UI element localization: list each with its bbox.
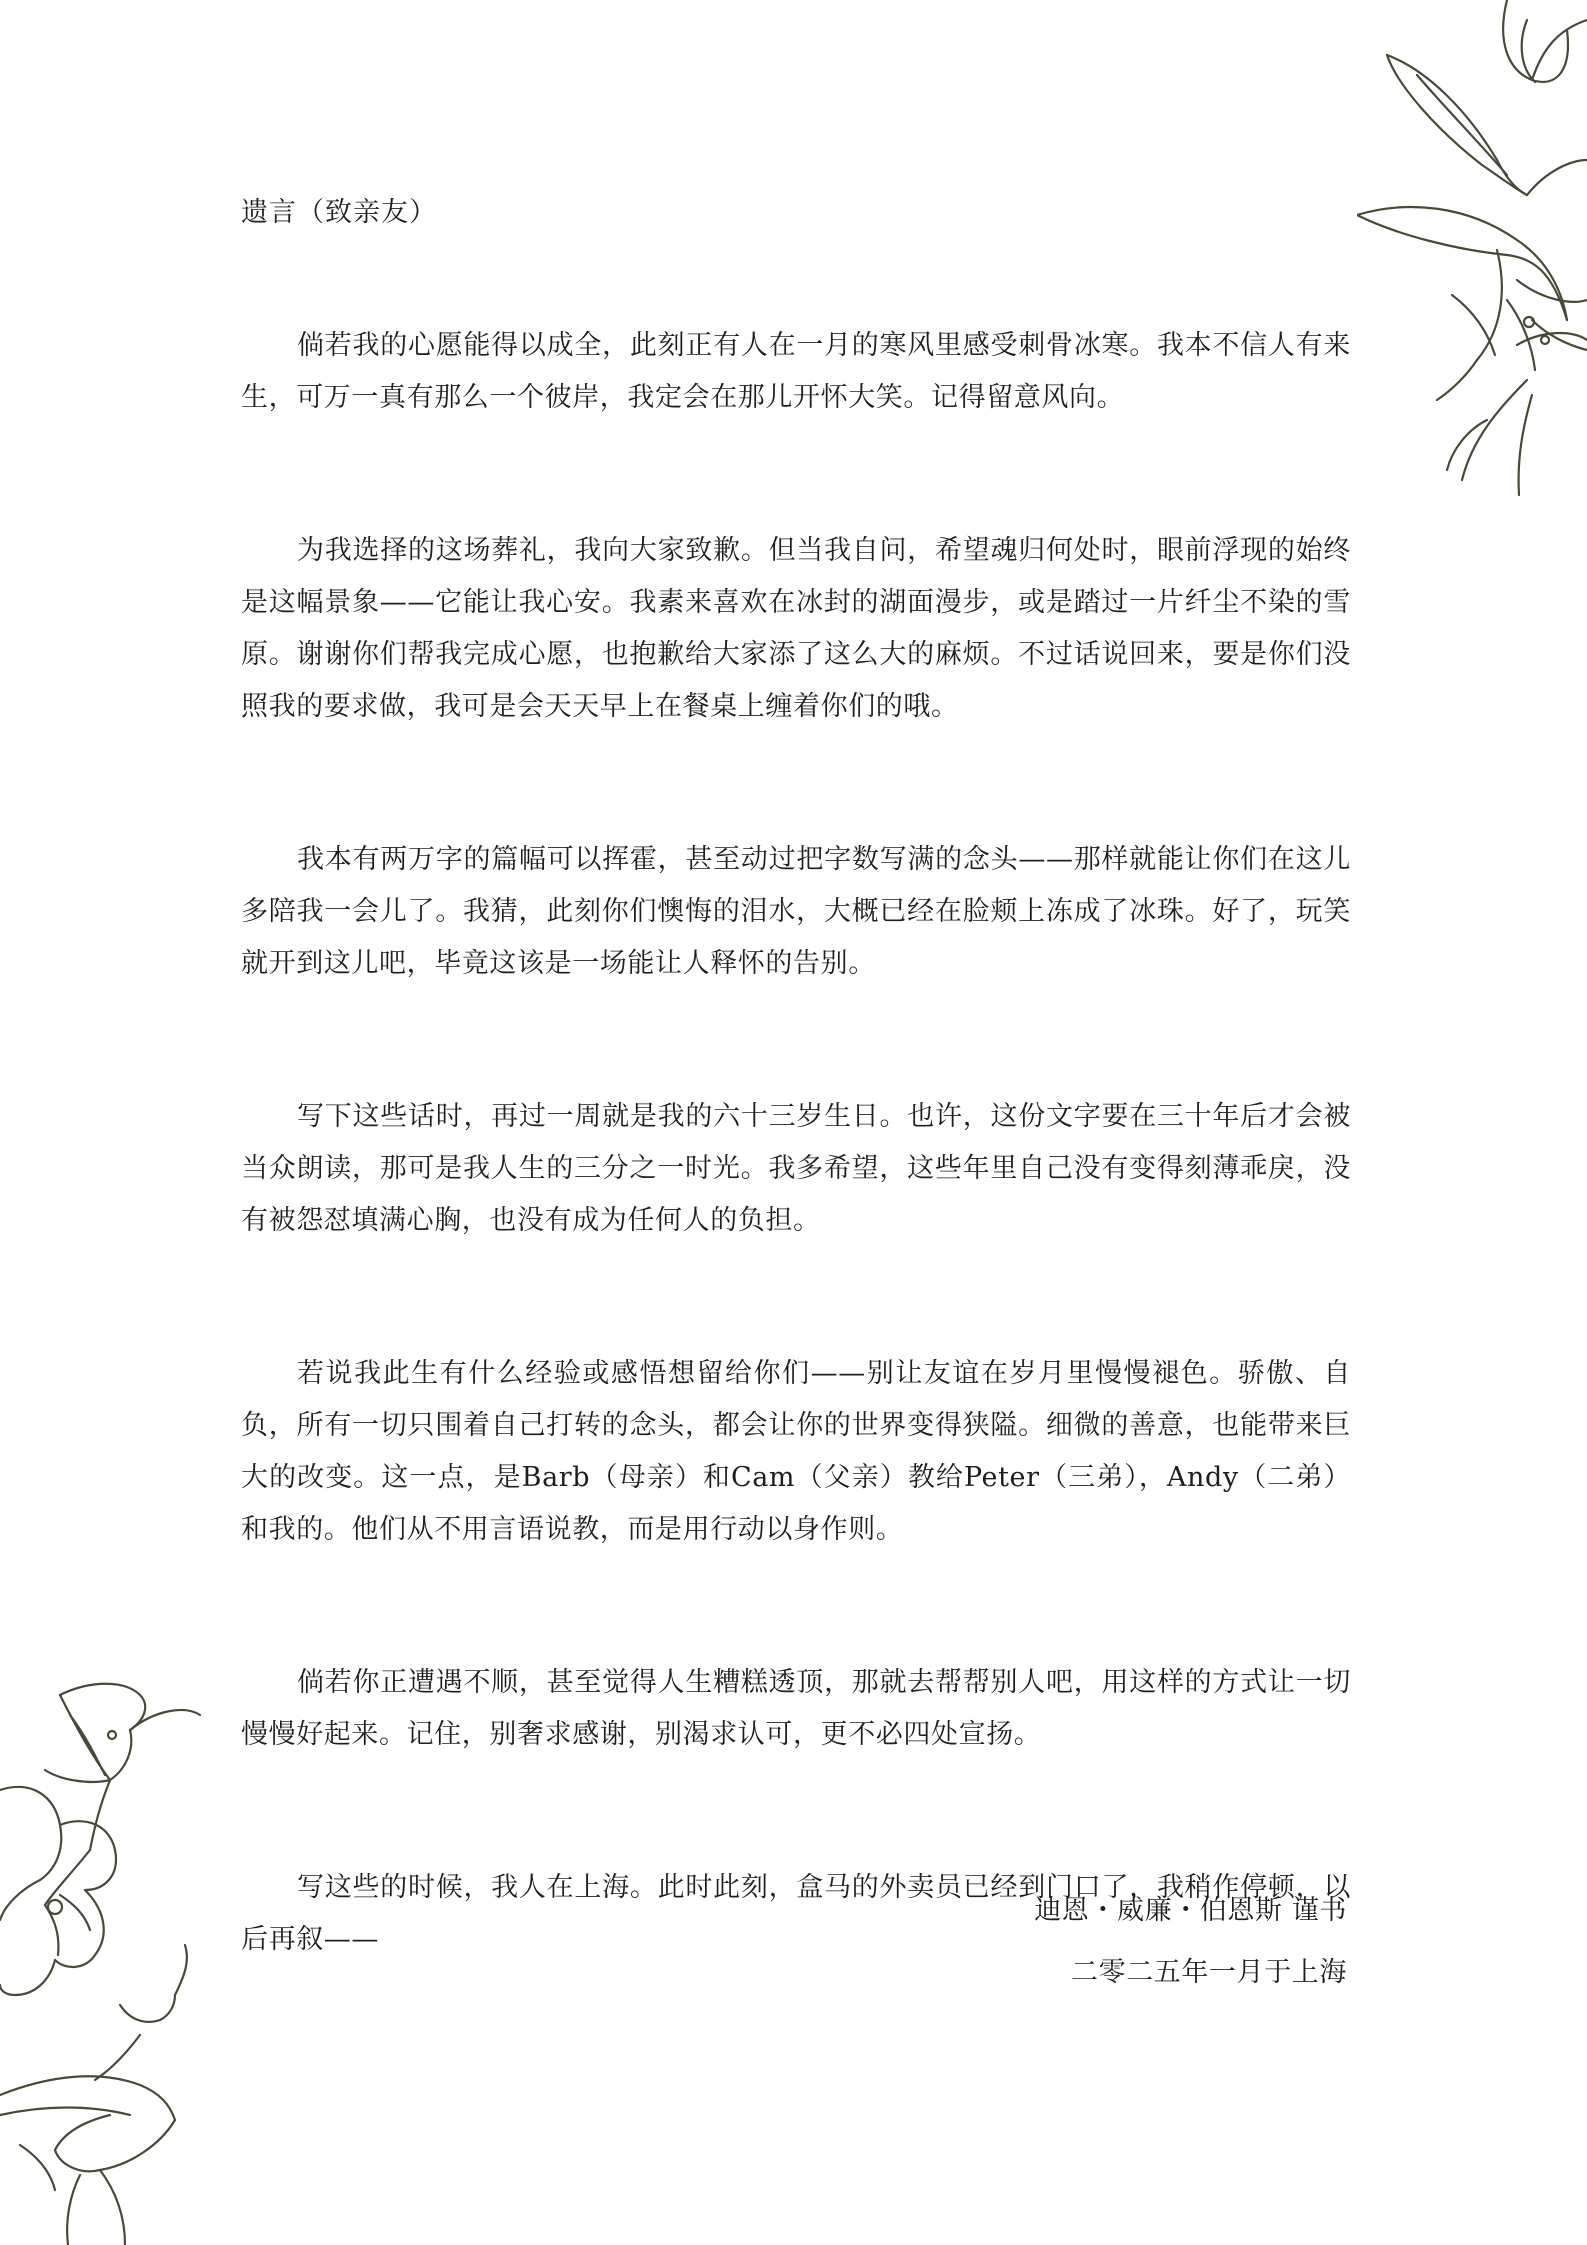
letter-body: [241, 320, 1351, 2067]
signature-block: [1034, 1885, 1347, 2009]
paragraph-2: 为我选择的这场葬礼，我向大家致歉。但当我自问，希望魂归何处时，眼前浮现的始终是这幅景象——它能让我心安。我素来喜欢在冰封的湖面漫步，或是踏过一片纤尘不染的雪原。谢谢你们帮我完成心愿，也抱歉给大家添了这么大的麻烦。不过话说回来，要是你们没照我的要求做，我可是会天天早上在餐桌上缠着你们的哦。: [241, 535, 1351, 722]
paragraph-3: 我本有两万字的篇幅可以挥霍，甚至动过把字数写满的念头——那样就能让你们在这儿多陪我一会儿了。我猜，此刻你们懊悔的泪水，大概已经在脸颊上冻成了冰珠。好了，玩笑就开到这儿吧，毕竟这该是一场能让人释怀的告别。: [241, 844, 1351, 979]
signature-name: 迪恩・威廉・伯恩斯 谨书: [1034, 1895, 1347, 1926]
lily-flower-icon: [1357, 0, 1587, 500]
paragraph-6: 倘若你正遭遇不顺，甚至觉得人生糟糕透顶，那就去帮帮别人吧，用这样的方式让一切慢慢好起来。记住，别奢求感谢，别渴求认可，更不必四处宣扬。: [241, 1667, 1351, 1750]
paragraph-1: 倘若我的心愿能得以成全，此刻正有人在一月的寒风里感受刺骨冰寒。我本不信人有来生，可万一真有那么一个彼岸，我定会在那儿开怀大笑。记得留意风向。: [241, 330, 1351, 413]
paragraph-4: 写下这些话时，再过一周就是我的六十三岁生日。也许，这份文字要在三十年后才会被当众朗读，那可是我人生的三分之一时光。我多希望，这些年里自己没有变得刻薄乖戾，没有被怨怼填满心胸，也没有成为任何人的负担。: [241, 1101, 1351, 1236]
letter-title: 遗言（致亲友）: [241, 197, 437, 228]
paragraph-7: 写这些的时候，我人在上海。此时此刻，盒马的外卖员已经到门口了，我稍作停顿，以后再叙——: [241, 1872, 1351, 1955]
signature-date: 二零二五年一月于上海: [1071, 1957, 1347, 1988]
paragraph-5: 若说我此生有什么经验或感悟想留给你们——别让友谊在岁月里慢慢褪色。骄傲、自负，所有一切只围着自己打转的念头，都会让你的世界变得狭隘。细微的善意，也能带来巨大的改变。这一点，是Barb（母亲）和Cam（父亲）教给Peter（三弟），Andy（二弟）和我的。他们从不用言语说教，而是用行动以身作则。: [241, 1358, 1351, 1545]
flower-branch-icon: [0, 1675, 230, 2245]
